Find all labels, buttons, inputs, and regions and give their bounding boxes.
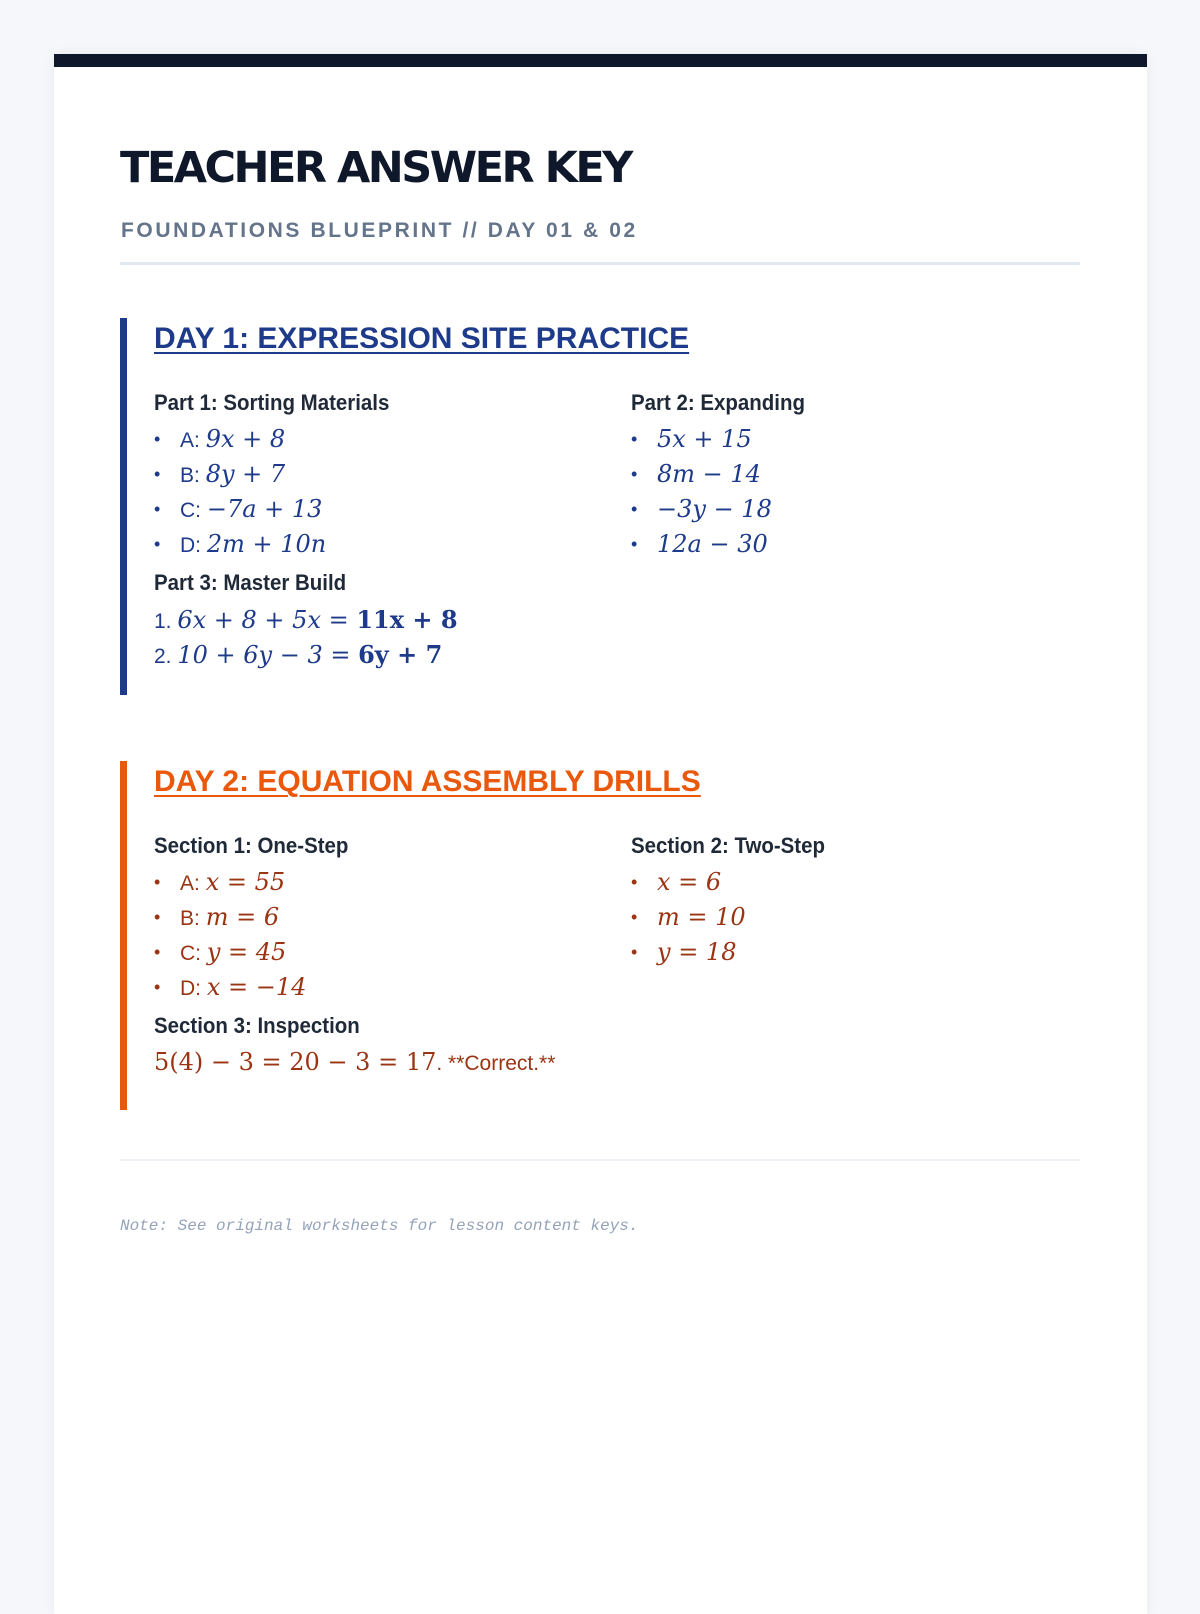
section1-column bbox=[154, 833, 594, 1005]
part3-line: 1. 6x + 8 + 5x = 11x + 8 bbox=[154, 605, 458, 634]
list-item: • y = 18 bbox=[631, 935, 1071, 970]
part1-column bbox=[154, 390, 594, 562]
list-item: • A: x = 55 bbox=[154, 865, 594, 900]
part3-heading: Part 3: Master Build bbox=[154, 570, 347, 595]
answer-key-sheet bbox=[54, 54, 1147, 1614]
section2-column bbox=[631, 833, 1071, 970]
section3-heading: Section 3: Inspection bbox=[154, 1013, 360, 1038]
part2-heading: Part 2: Expanding bbox=[631, 390, 805, 415]
list-item: • 8m − 14 bbox=[631, 457, 1071, 492]
list-item: • B: m = 6 bbox=[154, 900, 594, 935]
list-item: • B: 8y + 7 bbox=[154, 457, 594, 492]
footer-divider bbox=[120, 1159, 1080, 1161]
part3-block bbox=[154, 570, 689, 672]
footer-note: Note: See original worksheets for lesson content keys. bbox=[120, 1217, 639, 1235]
header-divider bbox=[120, 262, 1080, 265]
list-item: • C: y = 45 bbox=[154, 935, 594, 970]
day2-title: DAY 2: EQUATION ASSEMBLY DRILLS bbox=[154, 765, 701, 798]
part3-line: 2. 10 + 6y − 3 = 6y + 7 bbox=[154, 640, 443, 669]
part1-heading: Part 1: Sorting Materials bbox=[154, 390, 390, 415]
part2-column bbox=[631, 390, 1071, 562]
list-item: • 12a − 30 bbox=[631, 527, 1071, 562]
day2-columns bbox=[154, 833, 826, 1013]
list-item: • −3y − 18 bbox=[631, 492, 1071, 527]
part1-list bbox=[154, 422, 594, 562]
section2-list bbox=[631, 865, 1071, 970]
section1-heading: Section 1: One-Step bbox=[154, 833, 349, 858]
list-item: • D: 2m + 10n bbox=[154, 527, 594, 562]
list-item: • C: −7a + 13 bbox=[154, 492, 594, 527]
section2-heading: Section 2: Two-Step bbox=[631, 833, 826, 858]
day1-columns bbox=[154, 390, 805, 570]
page-title: TEACHER ANSWER KEY bbox=[120, 143, 631, 193]
list-item: • A: 9x + 8 bbox=[154, 422, 594, 457]
list-item: • 5x + 15 bbox=[631, 422, 1071, 457]
list-item: • x = 6 bbox=[631, 865, 1071, 900]
section1-list bbox=[154, 865, 594, 1005]
list-item: • m = 10 bbox=[631, 900, 1071, 935]
day1-section bbox=[120, 318, 805, 695]
day2-section bbox=[120, 761, 826, 1110]
section3-line: 5(4) − 3 = 20 − 3 = 17. **Correct.** bbox=[154, 1048, 556, 1076]
section3-block bbox=[154, 1013, 701, 1080]
page-subtitle: FOUNDATIONS BLUEPRINT // DAY 01 & 02 bbox=[121, 219, 638, 242]
part2-list bbox=[631, 422, 1071, 562]
list-item: • D: x = −14 bbox=[154, 970, 594, 1005]
day1-title: DAY 1: EXPRESSION SITE PRACTICE bbox=[154, 322, 690, 355]
